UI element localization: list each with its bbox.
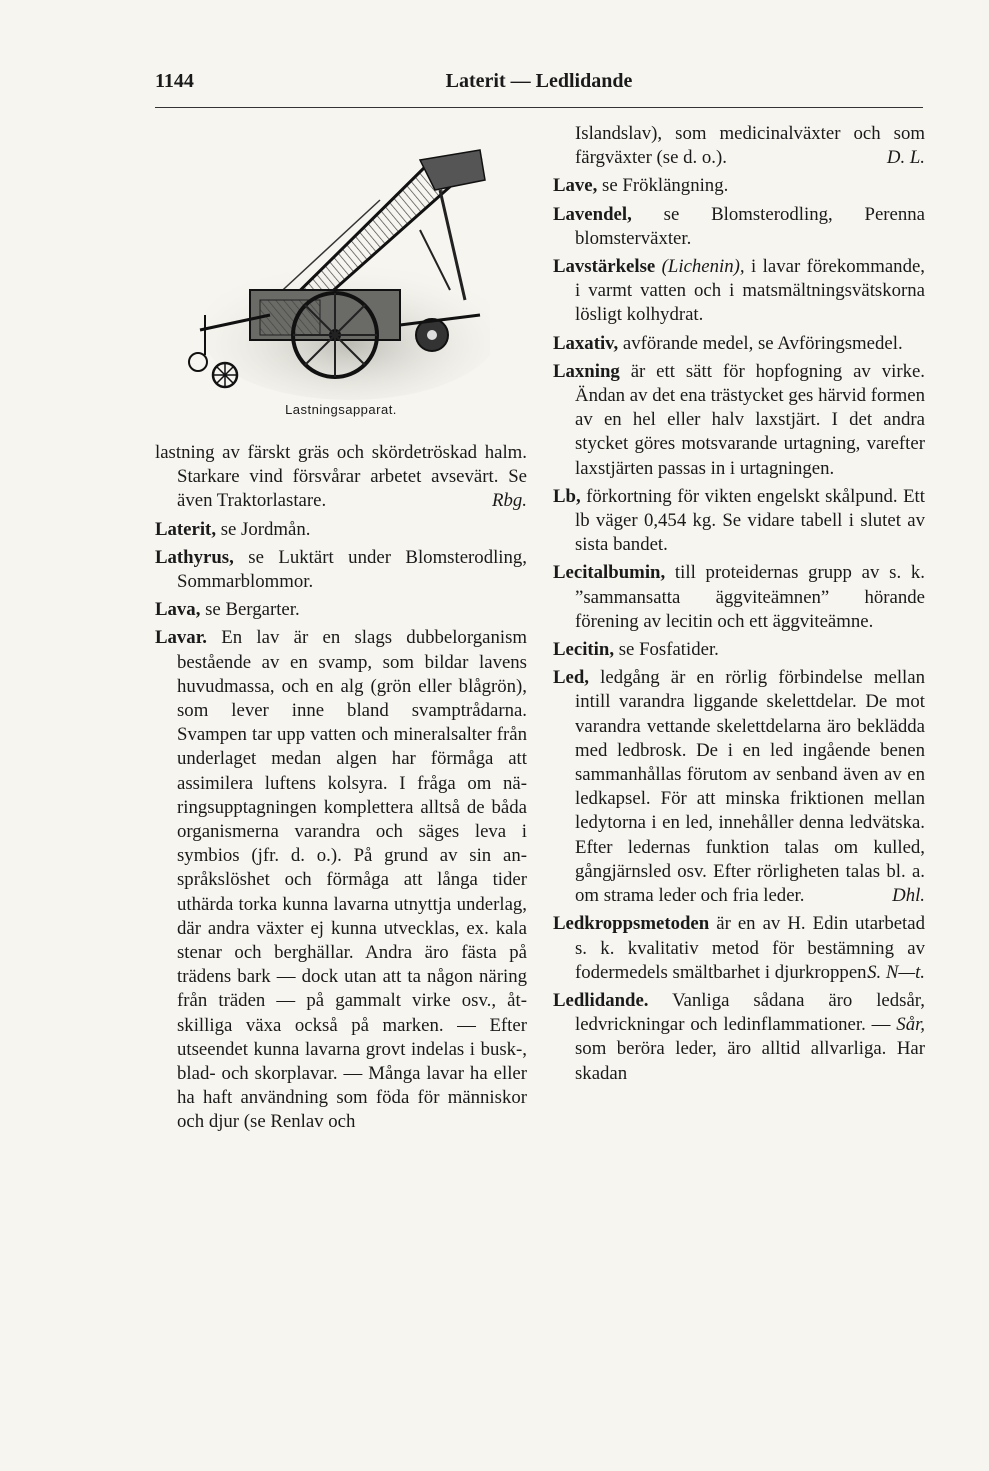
entry-lecitalbumin bbox=[553, 561, 925, 634]
entry-term: Laterit, bbox=[155, 518, 217, 540]
page-header bbox=[155, 68, 923, 100]
entry-ledkroppsmetoden bbox=[553, 912, 925, 985]
entry-lathyrus bbox=[155, 546, 527, 594]
entry-term: Ledlidande. bbox=[553, 989, 649, 1011]
entry-text: se Bergarter. bbox=[200, 599, 300, 621]
entry-italic: Sår, bbox=[896, 1014, 925, 1036]
entry-italic: (Lichenin), bbox=[655, 256, 745, 278]
entry-led bbox=[553, 666, 925, 908]
entry-continuation bbox=[155, 441, 527, 514]
entry-text: se Fosfatider. bbox=[614, 639, 719, 661]
entry-text: Vanliga sådana äro ledsår, ledvrickningar och ledinflammationer. — bbox=[575, 989, 925, 1036]
entry-laxativ bbox=[553, 332, 925, 356]
running-head: Laterit — Ledlidande bbox=[445, 70, 633, 92]
entry-lb bbox=[553, 485, 925, 558]
entry-text: förkortning för vikten engelskt skålpund. Ett lb väger 0,454 kg. Se vidare tabell i slutet av sista bandet. bbox=[575, 485, 925, 556]
author-signature: S. N—t. bbox=[867, 961, 925, 983]
header-rule bbox=[155, 107, 923, 108]
entry-text: avförande medel, se Avföringsmedel. bbox=[618, 332, 903, 354]
entry-term: Lb, bbox=[553, 485, 581, 507]
entry-term: Lathyrus, bbox=[155, 546, 234, 568]
entry-lecitin bbox=[553, 638, 925, 662]
entry-text: se Fröklängning. bbox=[597, 175, 729, 197]
entry-text: som beröra leder, äro alltid allvarliga. Har skadan bbox=[575, 1038, 925, 1084]
entry-lava bbox=[155, 598, 527, 622]
entry-term: Laxativ, bbox=[553, 332, 619, 354]
entry-text: Islandslav), som medicinalväxter och som färgväxter (se d. o.). bbox=[575, 123, 925, 169]
right-column bbox=[553, 122, 925, 1086]
entry-text: se Blomsterodling, Perenna blomsterväxter. bbox=[575, 203, 925, 249]
entry-text: se Jordmån. bbox=[216, 518, 311, 540]
entry-term: Lavendel, bbox=[553, 203, 632, 225]
entry-text: se Luktärt under Blomsterodling, Sommarblommor. bbox=[177, 546, 527, 593]
entry-text: är ett sätt för hopfogning av virke. Ändan av det ena trästycket ges härvid formen av en hel eller halv laxstjärt. I det andra stycket göres motsvarande urtagning, varefter laxstjärten passas in i urtagningen. bbox=[575, 360, 925, 479]
entry-term: Lecitin, bbox=[553, 639, 615, 661]
entry-term: Lecitalbumin, bbox=[553, 562, 666, 584]
figure-caption: Lastningsapparat. bbox=[285, 402, 397, 417]
page-number: 1144 bbox=[155, 70, 194, 92]
entry-lavendel bbox=[553, 203, 925, 251]
entry-text: är en av H. Edin utarbetad s. k. kvalitativ metod för bestämning av fodermedels smältbarhet i djurkroppen. bbox=[575, 913, 925, 983]
entry-laterit bbox=[155, 518, 527, 542]
loading-machine-illustration bbox=[180, 140, 490, 402]
entry-lavar bbox=[155, 626, 527, 1134]
entry-lave bbox=[553, 174, 925, 198]
left-column bbox=[155, 441, 527, 1135]
entry-term: Lavstärkelse bbox=[553, 256, 656, 278]
entry-term: Ledkroppsmetoden bbox=[553, 913, 710, 935]
entry-term: Led, bbox=[553, 667, 590, 689]
entry-lavstarkelse bbox=[553, 255, 925, 328]
entry-continuation bbox=[553, 122, 925, 170]
entry-text: i lavar förekommande, i varmt vatten och i matsmältningsvätskorna lösligt kolhydrat. bbox=[575, 256, 925, 326]
intro-text: lastning av färskt gräs och skördetröskad halm. Starkare vind försvårar arbetet avsevärt. Se även Traktorlastare. bbox=[155, 442, 527, 512]
entry-term: Lavar. bbox=[155, 627, 208, 649]
author-signature: Rbg. bbox=[492, 490, 527, 512]
entry-text: till proteidernas grupp av s. k. ”sammansatta äggviteämnen” hörande förening av lecitin och ett äggviteämne. bbox=[575, 562, 925, 632]
author-signature: D. L. bbox=[886, 147, 925, 169]
author-signature: Dhl. bbox=[892, 885, 925, 907]
entry-term: Lave, bbox=[553, 175, 598, 197]
entry-ledlidande bbox=[553, 989, 925, 1086]
entry-text: En lav är en slags dubbelorganism bestående av en svamp, som bildar lavens huvudmassa, och en alg (grön eller blågrön), som lever inne bland svamptrådarna. Svampen tar upp vatten och mineralsalter från underlaget medan algen har förmåga att assimilera luftens kolsyra. I fråga om näringsupptagningen komplettera alltså de båda organismerna varandra och säges leva i symbios (jfr. d. o.). På grund av sin anspråkslöshet och förmåga att långa tider uthärda torka kunna lavarna utnyttja underlag, där andra växter ej kunna utvecklas, ex. kala stenar och berghällar. Andra äro fästa på trädens bark — dock utan att ta någon näring från träden — på gammalt virke osv., åtskilliga växa också på marken. — Efter utseendet kunna lavarna grovt indelas i busk-, blad- och skorplavar. — Många lavar ha eller ha haft användning som föda för människor och djur (se Renlav och bbox=[177, 627, 527, 1133]
entry-text: ledgång är en rörlig förbindelse mellan intill varandra liggande skelettdelar. De mot varandra vettande skelettdelarna äro beklädda med ledbrosk. De i en led ingående benen sammanhållas förutom av senband även av en ledkapsel. För att minska friktionen mellan ledytorna i en led, innehåller denna ledvätska. Efter ledernas funktion talas om kulled, gångjärnsled osv. Efter rörligheten talas bl. a. om strama leder och fria leder. bbox=[575, 667, 925, 907]
entry-term: Laxning bbox=[553, 360, 620, 382]
entry-term: Lava, bbox=[155, 599, 201, 621]
entry-laxning bbox=[553, 360, 925, 481]
